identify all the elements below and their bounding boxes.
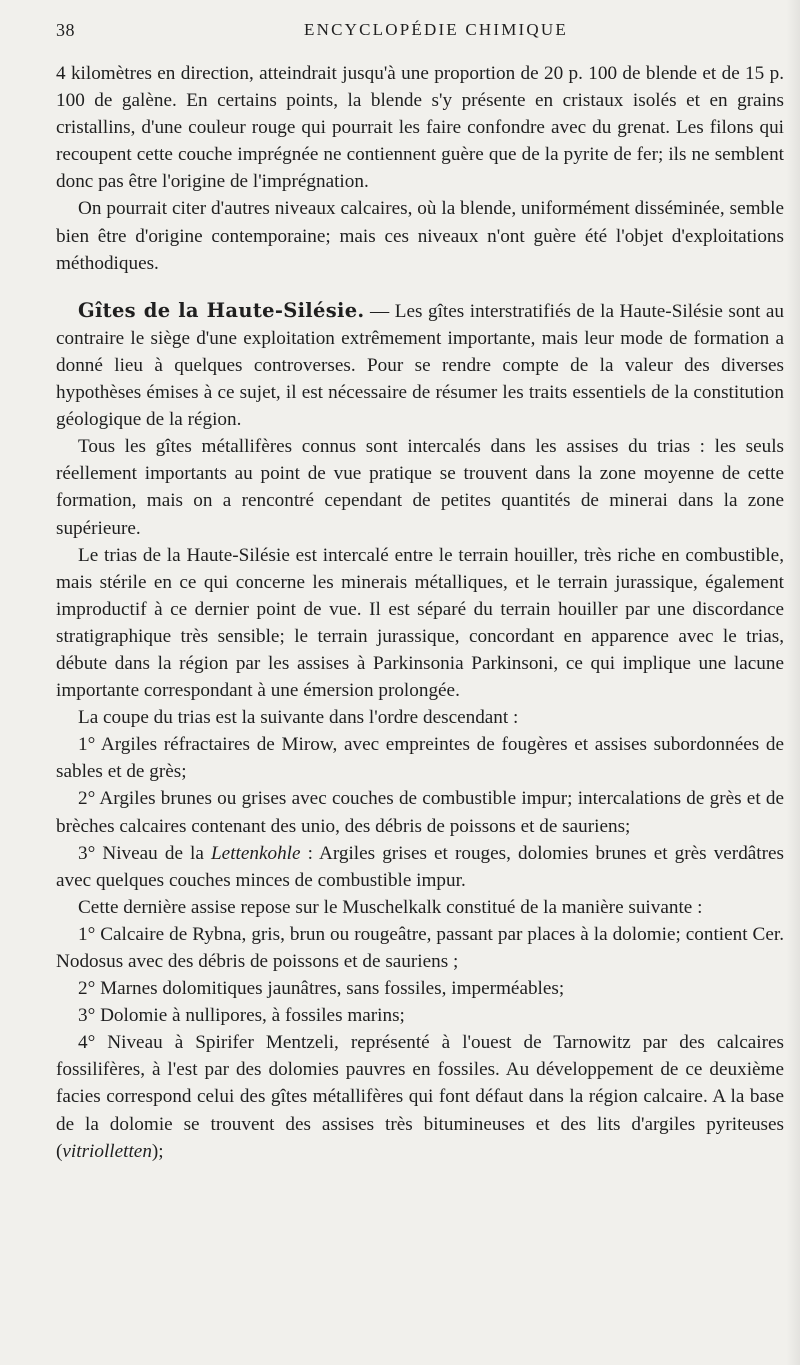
list-item-argiles-brunes: 2° Argiles brunes ou grises avec couches de combustible impur; intercalations de grès et de brèches calcaires contenant des unio, des débris de poissons et de sauriens; xyxy=(56,788,784,837)
body-text xyxy=(56,60,784,1165)
paragraph-other-levels: On pourrait citer d'autres niveaux calcaires, où la blende, uniformément disséminée, semble bien être d'origine contemporaine; mais ces niveaux n'ont guère été l'objet d'exploitations méthodiques. xyxy=(56,198,784,274)
running-title: ENCYCLOPÉDIE CHIMIQUE xyxy=(304,20,568,39)
lettenkohle-term: Lettenkohle xyxy=(211,842,301,864)
list-item-lettenkohle-prefix: 3° Niveau de la xyxy=(78,842,211,864)
list-item-calcaire-rybna: 1° Calcaire de Rybna, gris, brun ou rougeâtre, passant par places à la dolomie; contient Cer. Nodosus avec des débris de poissons et de sauriens ; xyxy=(56,923,784,972)
list-item-spirifer-text: 4° Niveau à Spirifer Mentzeli, représenté à l'ouest de Tarnowitz par des calcaires fossilifères, à l'est par des dolomies pauvres en fossiles. Au développement de ce deuxième facies correspond celui des gîtes métallifères qui font défaut dans la région calcaire. A la base de la dolomie se trouvent des assises très bitumineuses et des lits d'argiles pyriteuses ( xyxy=(56,1032,784,1162)
list-item-spirifer-end: ); xyxy=(151,1140,164,1162)
section-title: Gîtes de la Haute-Silésie. xyxy=(78,298,365,322)
vitriolletten-term: vitriolletten xyxy=(62,1140,152,1162)
page-edge-shadow xyxy=(786,0,800,1365)
paragraph-section-intro: La coupe du trias est la suivante dans l'ordre descendant : xyxy=(78,707,519,729)
page-number: 38 xyxy=(56,20,75,40)
paragraph-haute-silesie xyxy=(56,297,784,433)
section-intro-text: — Les gîtes interstratifiés de la Haute-Silésie sont au contraire le siège d'une exploitation extrêmement importante, mais leur mode de formation a donné lieu à quelques controverses. Pour se rendre compte de la valeur des diverses hypothèses émises à ce sujet, il est nécessaire de résumer les traits essentiels de la constitution géologique de la région. xyxy=(56,300,784,431)
list-item-lettenkohle-suffix: : Argiles grises et rouges, dolomies brunes et grès verdâtres avec quelques couches minces de combustible impur. xyxy=(56,842,785,891)
list-item-argiles-mirow: 1° Argiles réfractaires de Mirow, avec empreintes de fougères et assises subordonnées de sables et de grès; xyxy=(56,734,784,783)
paragraph-trias-deposits: Tous les gîtes métallifères connus sont intercalés dans les assises du trias : les seuls réellement importants au point de vue pratique se trouvent dans la zone moyenne de cette formation, mais on a rencontré cependant de petites quantités de minerai dans la zone supérieure. xyxy=(56,436,784,539)
paragraph-muschelkalk: Cette dernière assise repose sur le Muschelkalk constitué de la manière suivante : xyxy=(78,896,703,918)
list-item-marnes: 2° Marnes dolomitiques jaunâtres, sans fossiles, imperméables; xyxy=(78,978,565,1000)
list-item-lettenkohle xyxy=(56,840,784,894)
page-header xyxy=(56,20,776,48)
paragraph-continuation: 4 kilomètres en direction, atteindrait jusqu'à une proportion de 20 p. 100 de blende et de 15 p. 100 de galène. En certains points, la blende s'y présente en cristaux isolés et en grains cristallins, d'une couleur rouge qui pourrait les faire confondre avec du grenat. Les filons qui recoupent cette couche imprégnée ne contiennent guère que de la pyrite de fer; ils ne semblent donc pas être l'origine de l'imprégnation. xyxy=(56,63,784,193)
list-item-spirifer-mentzeli xyxy=(56,1029,784,1164)
list-item-dolomie-nullipores: 3° Dolomie à nullipores, à fossiles marins; xyxy=(78,1005,405,1027)
paragraph-trias-position: Le trias de la Haute-Silésie est intercalé entre le terrain houiller, très riche en combustible, mais stérile en ce qui concerne les minerais métalliques, et le terrain jurassique, également improductif à ce dernier point de vue. Il est séparé du terrain houiller par une discordance stratigraphique très sensible; le terrain jurassique, concordant en apparence avec le trias, débute dans la région par les assises à Parkinsonia Parkinsoni, ce qui implique une lacune importante correspondant à une émersion prolongée. xyxy=(56,544,784,702)
